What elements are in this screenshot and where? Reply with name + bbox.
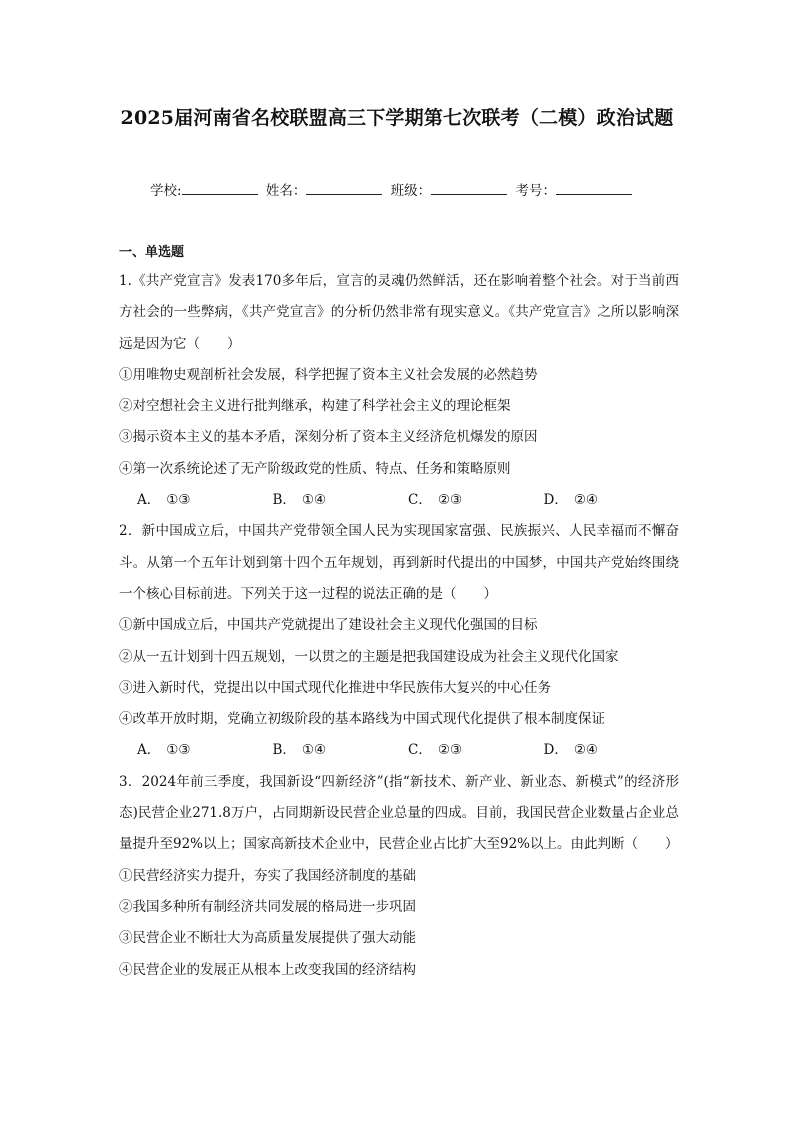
- question-stem: 1.《共产党宣言》发表170多年后，宣言的灵魂仍然鲜活，还在影响着整个社会。对于当前西方社会的一些弊病，《共产党宣言》的分析仍然非常有现实意义。《共产党宣言》之所以影响深远是因为它（ ）: [119, 273, 679, 352]
- question-2: [119, 516, 679, 766]
- school-label: 学校:: [150, 183, 182, 199]
- option-d[interactable]: D． ②④: [543, 742, 599, 759]
- class-label: 班级：: [390, 183, 432, 199]
- exam-number-label: 考号：: [515, 183, 556, 199]
- question-stem: 2．新中国成立后，中国共产党带领全国人民为实现国家富强、民族振兴、人民幸福而不懈奋斗。从第一个五年计划到第十四个五年规划，再到新时代提出的中国梦，中国共产党始终围绕一个核心目标前进。下列关于这一过程的说法正确的是（ ）: [119, 523, 679, 602]
- statement: ②从一五计划到十四五规划，一以贯之的主题是把我国建设成为社会主义现代化国家: [119, 648, 619, 665]
- option-c[interactable]: C． ②③: [408, 742, 463, 759]
- option-b[interactable]: B． ①④: [272, 742, 327, 759]
- statement: ②对空想社会主义进行批判继承，构建了科学社会主义的理论框架: [119, 398, 511, 415]
- section-title: 一、单选题: [119, 245, 185, 260]
- questions-section: [119, 240, 679, 986]
- student-info-row: [150, 180, 650, 201]
- question-1: [119, 266, 679, 516]
- name-blank: [306, 180, 382, 195]
- statement: ④民营企业的发展正从根本上改变我国的经济结构: [119, 961, 416, 978]
- exam-number-blank: [556, 180, 632, 195]
- question-3: [119, 767, 679, 986]
- option-b[interactable]: B． ①④: [272, 492, 327, 509]
- statement: ①民营经济实力提升，夯实了我国经济制度的基础: [119, 867, 416, 884]
- statement: ②我国多种所有制经济共同发展的格局进一步巩固: [119, 898, 416, 915]
- statement: ③民营企业不断壮大为高质量发展提供了强大动能: [119, 930, 416, 947]
- page-title: 2025届河南省名校联盟高三下学期第七次联考（二模）政治试题: [120, 107, 674, 129]
- option-a[interactable]: A． ①③: [137, 492, 191, 509]
- option-c[interactable]: C． ②③: [408, 492, 463, 509]
- statement: ①用唯物史观剖析社会发展，科学把握了资本主义社会发展的必然趋势: [119, 366, 538, 383]
- school-blank: [182, 180, 258, 195]
- statement: ③进入新时代，党提出以中国式现代化推进中华民族伟大复兴的中心任务: [119, 679, 551, 696]
- answer-options: [119, 735, 679, 766]
- question-stem: 3．2024年前三季度，我国新设“四新经济”(指“新技术、新产业、新业态、新模式”的经济形态)民营企业271.8万户，占同期新设民营企业总量的四成。目前，我国民营企业数量占企业总量提升至92%以上；国家高新技术企业中，民营企业占比扩大至92%以上。由此判断（ ）: [119, 773, 679, 853]
- statement: ④第一次系统论述了无产阶级政党的性质、特点、任务和策略原则: [119, 460, 511, 477]
- statement: ①新中国成立后，中国共产党就提出了建设社会主义现代化强国的目标: [119, 617, 538, 634]
- option-a[interactable]: A． ①③: [137, 742, 191, 759]
- option-d[interactable]: D． ②④: [543, 492, 599, 509]
- class-blank: [431, 180, 507, 195]
- answer-options: [119, 485, 679, 516]
- name-label: 姓名：: [265, 183, 307, 199]
- statement: ③揭示资本主义的基本矛盾，深刻分析了资本主义经济危机爆发的原因: [119, 429, 538, 446]
- statement: ④改革开放时期，党确立初级阶段的基本路线为中国式现代化提供了根本制度保证: [119, 711, 605, 728]
